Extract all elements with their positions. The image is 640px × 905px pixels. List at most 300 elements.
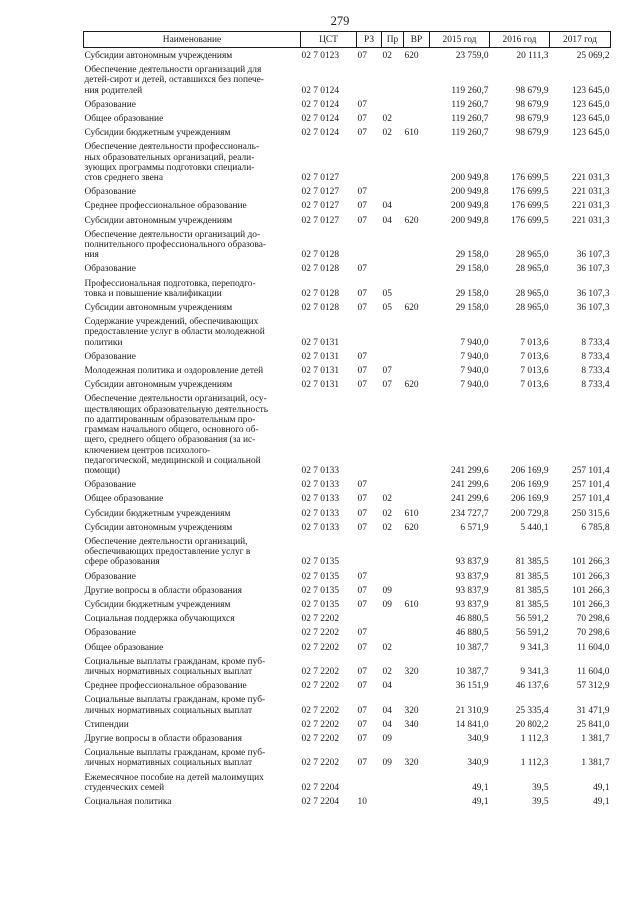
- cell-2016: 28 965,0: [515, 303, 549, 314]
- header-rz: РЗ: [357, 32, 382, 48]
- cell-name: Обеспечение деятельности профессиональ- ных образовательных организаций, реали- зующих программы подготовки специали- стов среднего звена: [84, 142, 260, 184]
- table-row: [84, 569, 611, 583]
- table-row: [84, 314, 611, 349]
- table-row: [84, 62, 611, 97]
- cell-cst: 02 7 0128: [301, 303, 339, 314]
- table-row: [84, 583, 611, 597]
- cell-rz: [357, 62, 382, 97]
- cell-cst: 02 7 0124: [301, 128, 339, 139]
- cell-2017: 101 266,3: [572, 585, 610, 596]
- cell-name: Социальные выплаты гражданам, кроме пуб- личных нормативных социальных выплат: [84, 748, 266, 769]
- table-row: [84, 300, 611, 314]
- cell-2016: 98 679,9: [515, 85, 549, 96]
- cell-2017: 221 031,3: [572, 201, 610, 212]
- cell-name: Образование: [84, 351, 136, 362]
- cell-pr: 09: [382, 599, 392, 610]
- table-row: [84, 97, 611, 111]
- cell-pr: 09: [382, 585, 392, 596]
- cell-pr: 09: [382, 733, 392, 744]
- cell-rz: 07: [357, 508, 367, 519]
- cell-2015: 241 299,6: [451, 465, 489, 476]
- cell-2015: 93 837,9: [455, 557, 489, 568]
- cell-2015: 36 151,9: [455, 681, 489, 692]
- cell-rz: 07: [357, 215, 367, 226]
- cell-rz: 07: [357, 705, 367, 716]
- cell-2016: 7 013,6: [520, 366, 549, 377]
- cell-name: Субсидии бюджетным учреждениям: [84, 508, 231, 519]
- cell-name: Ежемесячное пособие на детей малоимущих студенческих семей: [84, 772, 264, 793]
- cell-2015: 7 940,0: [460, 337, 489, 348]
- cell-cst: 02 7 0131: [301, 337, 339, 348]
- cell-2017: 123 645,0: [572, 85, 610, 96]
- cell-name: Субсидии автономным учреждениям: [84, 215, 233, 226]
- cell-rz: 07: [357, 571, 367, 582]
- cell-pr: 02: [382, 51, 392, 61]
- cell-2015: 340,9: [467, 758, 489, 769]
- cell-2017: 221 031,3: [572, 173, 610, 184]
- cell-cst: 02 7 0131: [301, 380, 339, 391]
- cell-pr: 02: [382, 666, 392, 677]
- cell-2016: 25 335,4: [515, 705, 549, 716]
- cell-2016: 56 591,2: [515, 628, 549, 639]
- cell-2017: 123 645,0: [572, 114, 610, 125]
- cell-2017: 36 107,3: [576, 250, 610, 261]
- cell-2016: 98 679,9: [515, 99, 549, 110]
- page-number: 279: [330, 14, 350, 28]
- cell-2016: 1 112,3: [520, 758, 549, 769]
- cell-rz: [357, 139, 382, 184]
- cell-2015: 200 949,8: [451, 201, 489, 212]
- cell-vr: [404, 363, 430, 377]
- cell-2016: 20 802,2: [515, 719, 549, 730]
- cell-cst: 02 7 0133: [301, 465, 339, 476]
- header-pr: Пр: [382, 32, 404, 48]
- cell-2015: 7 940,0: [460, 366, 489, 377]
- cell-vr: 620: [404, 380, 419, 391]
- cell-2017: 1 381,7: [581, 733, 610, 744]
- table-row: [84, 198, 611, 212]
- cell-2015: 200 949,8: [451, 187, 489, 198]
- cell-pr: 05: [382, 303, 392, 314]
- cell-2017: 257 101,4: [572, 480, 610, 491]
- cell-vr: 320: [404, 666, 419, 677]
- cell-rz: 07: [357, 303, 367, 314]
- cell-rz: 07: [357, 187, 367, 198]
- cell-name: Обеспечение деятельности организаций для детей-сирот и детей, оставшихся без попече- ния родителей: [84, 65, 264, 96]
- cell-pr: 04: [382, 215, 392, 226]
- cell-rz: 07: [357, 480, 367, 491]
- cell-pr: 07: [382, 380, 392, 391]
- table-row: [84, 491, 611, 505]
- cell-pr: [382, 261, 404, 275]
- cell-2017: 25 069,2: [576, 51, 610, 61]
- cell-2016: 1 112,3: [520, 733, 549, 744]
- cell-rz: 07: [357, 366, 367, 377]
- cell-rz: 07: [357, 599, 367, 610]
- cell-vr: [404, 314, 430, 349]
- table-row: [84, 506, 611, 520]
- cell-cst: 02 7 0135: [301, 599, 339, 610]
- cell-pr: [382, 227, 404, 262]
- cell-name: Образование: [84, 628, 136, 639]
- cell-rz: 07: [357, 351, 367, 362]
- cell-2017: 31 471,9: [576, 705, 610, 716]
- cell-2017: 250 315,6: [572, 508, 610, 519]
- table-row: [84, 139, 611, 184]
- table-row: [84, 184, 611, 198]
- cell-cst: 02 7 2202: [301, 642, 339, 653]
- cell-rz: [357, 314, 382, 349]
- cell-name: Субсидии автономным учреждениям: [84, 303, 233, 314]
- cell-name: Общее образование: [84, 494, 164, 505]
- cell-cst: 02 7 0133: [301, 494, 339, 505]
- cell-vr: 620: [404, 51, 419, 61]
- cell-cst: 02 7 2202: [301, 758, 339, 769]
- header-2017: 2017 год: [550, 32, 611, 48]
- cell-vr: 620: [404, 522, 419, 533]
- table-header-row: [84, 32, 611, 48]
- table-row: [84, 597, 611, 611]
- header-vr: ВР: [404, 32, 430, 48]
- cell-rz: [357, 611, 382, 625]
- cell-2017: 36 107,3: [576, 264, 610, 275]
- cell-name: Субсидии автономным учреждениям: [84, 380, 233, 391]
- cell-rz: 07: [357, 99, 367, 110]
- cell-cst: 02 7 0128: [301, 264, 339, 275]
- cell-2016: 98 679,9: [515, 114, 549, 125]
- cell-name: Образование: [84, 187, 136, 198]
- cell-pr: [382, 314, 404, 349]
- cell-cst: 02 7 0133: [301, 522, 339, 533]
- table-row: [84, 111, 611, 125]
- cell-cst: 02 7 0127: [301, 187, 339, 198]
- cell-vr: [404, 261, 430, 275]
- cell-pr: [382, 770, 404, 794]
- cell-name: Образование: [84, 264, 136, 275]
- cell-2017: 6 785,8: [581, 522, 610, 533]
- cell-2016: 98 679,9: [515, 128, 549, 139]
- cell-rz: 07: [357, 628, 367, 639]
- cell-name: Обеспечение деятельности организаций, осу- ществляющих образовательную деятельность по адаптированным образовательным про- граммам начального общего, основного об- щего, среднего общего образования (за ис- ключением центров психолого- педагогической, медицинской и социальной помощи): [84, 394, 268, 476]
- cell-pr: [382, 569, 404, 583]
- cell-vr: [404, 276, 430, 300]
- cell-2017: 8 733,4: [581, 337, 610, 348]
- cell-rz: 07: [357, 201, 367, 212]
- table-row: [84, 363, 611, 377]
- cell-2016: 9 341,3: [520, 666, 549, 677]
- cell-cst: 02 7 0127: [301, 173, 339, 184]
- cell-pr: [382, 611, 404, 625]
- cell-vr: [404, 625, 430, 639]
- cell-2016: 9 341,3: [520, 642, 549, 653]
- cell-2015: 10 387,7: [455, 666, 489, 677]
- cell-2015: 29 158,0: [455, 250, 489, 261]
- cell-rz: 07: [357, 494, 367, 505]
- cell-pr: 07: [382, 366, 392, 377]
- cell-2015: 29 158,0: [455, 264, 489, 275]
- cell-2015: 6 571,9: [460, 522, 489, 533]
- cell-2015: 93 837,9: [455, 599, 489, 610]
- cell-vr: [404, 62, 430, 97]
- cell-vr: [404, 731, 430, 745]
- cell-vr: [404, 97, 430, 111]
- cell-vr: [404, 391, 430, 477]
- cell-pr: 04: [382, 719, 392, 730]
- cell-rz: [357, 770, 382, 794]
- cell-rz: 07: [357, 666, 367, 677]
- cell-pr: [382, 97, 404, 111]
- cell-2015: 340,9: [467, 733, 489, 744]
- cell-2016: 39,5: [532, 782, 549, 793]
- cell-vr: 340: [404, 719, 419, 730]
- cell-2017: 123 645,0: [572, 99, 610, 110]
- cell-pr: [382, 184, 404, 198]
- cell-2017: 123 645,0: [572, 128, 610, 139]
- cell-name: Образование: [84, 99, 136, 110]
- cell-2017: 1 381,7: [581, 758, 610, 769]
- cell-2017: 11 604,0: [577, 666, 610, 677]
- cell-cst: 02 7 0127: [301, 201, 339, 212]
- cell-cst: 02 7 2202: [301, 628, 339, 639]
- cell-2017: 49,1: [593, 796, 610, 807]
- cell-2015: 241 299,6: [451, 480, 489, 491]
- cell-vr: [404, 349, 430, 363]
- cell-vr: 610: [404, 599, 419, 610]
- table-row: [84, 640, 611, 654]
- cell-2017: 49,1: [593, 782, 610, 793]
- cell-pr: [382, 794, 404, 808]
- cell-2017: 101 266,3: [572, 599, 610, 610]
- table-row: [84, 692, 611, 716]
- cell-vr: [404, 111, 430, 125]
- cell-2015: 23 759,0: [455, 51, 489, 61]
- table-row: [84, 125, 611, 139]
- cell-2015: 93 837,9: [455, 571, 489, 582]
- cell-cst: 02 7 0124: [301, 85, 339, 96]
- table-row: [84, 48, 611, 63]
- cell-rz: 10: [357, 796, 367, 807]
- cell-2015: 49,1: [472, 796, 489, 807]
- table-row: [84, 213, 611, 227]
- cell-2016: 5 440,1: [520, 522, 549, 533]
- cell-2016: 81 385,5: [515, 571, 549, 582]
- cell-name: Общее образование: [84, 114, 164, 125]
- table-row: [84, 678, 611, 692]
- cell-vr: [404, 794, 430, 808]
- cell-2015: 119 260,7: [451, 114, 489, 125]
- cell-cst: 02 7 2202: [301, 681, 339, 692]
- cell-2016: 7 013,6: [520, 380, 549, 391]
- cell-pr: [382, 477, 404, 491]
- cell-2016: 206 169,9: [511, 465, 549, 476]
- table-row: [84, 349, 611, 363]
- cell-2016: 28 965,0: [515, 288, 549, 299]
- cell-vr: 320: [404, 758, 419, 769]
- cell-cst: 02 7 0131: [301, 366, 339, 377]
- cell-2016: 81 385,5: [515, 585, 549, 596]
- cell-vr: [404, 569, 430, 583]
- cell-vr: [404, 227, 430, 262]
- budget-table: [83, 31, 611, 808]
- header-2016: 2016 год: [490, 32, 550, 48]
- cell-name: Социальные выплаты гражданам, кроме пуб- личных нормативных социальных выплат: [84, 695, 266, 716]
- table-row: [84, 391, 611, 477]
- cell-rz: 07: [357, 681, 367, 692]
- cell-2015: 241 299,6: [451, 494, 489, 505]
- cell-vr: 620: [404, 303, 419, 314]
- cell-2015: 119 260,7: [451, 128, 489, 139]
- cell-cst: 02 7 2202: [301, 614, 339, 625]
- cell-2016: 176 699,5: [511, 201, 549, 212]
- cell-cst: 02 7 2202: [301, 733, 339, 744]
- cell-2017: 101 266,3: [572, 571, 610, 582]
- cell-cst: 02 7 0135: [301, 571, 339, 582]
- cell-2017: 8 733,4: [581, 351, 610, 362]
- cell-2015: 93 837,9: [455, 585, 489, 596]
- table-row: [84, 261, 611, 275]
- table-body: [84, 48, 611, 809]
- cell-rz: 07: [357, 585, 367, 596]
- cell-rz: 07: [357, 288, 367, 299]
- table-row: [84, 654, 611, 678]
- cell-pr: [382, 349, 404, 363]
- cell-cst: 02 7 2204: [301, 782, 339, 793]
- cell-rz: 07: [357, 733, 367, 744]
- cell-pr: 02: [382, 128, 392, 139]
- cell-name: Субсидии автономным учреждениям: [84, 522, 233, 533]
- cell-2017: 36 107,3: [576, 288, 610, 299]
- cell-rz: 07: [357, 128, 367, 139]
- cell-2016: 46 137,6: [515, 681, 549, 692]
- cell-2015: 200 949,8: [451, 215, 489, 226]
- cell-cst: 02 7 0124: [301, 99, 339, 110]
- cell-cst: 02 7 0131: [301, 351, 339, 362]
- table-row: [84, 377, 611, 391]
- cell-2017: 257 101,4: [572, 494, 610, 505]
- cell-pr: 04: [382, 201, 392, 212]
- cell-2015: 21 310,9: [455, 705, 489, 716]
- cell-name: Профессиональная подготовка, переподго- товка и повышение квалификации: [84, 278, 256, 299]
- cell-vr: 620: [404, 215, 419, 226]
- cell-name: Среднее профессиональное образование: [84, 201, 247, 212]
- header-name: Наименование: [84, 32, 301, 48]
- cell-pr: 02: [382, 508, 392, 519]
- table-row: [84, 625, 611, 639]
- cell-vr: 610: [404, 508, 419, 519]
- cell-vr: 610: [404, 128, 419, 139]
- cell-2016: 176 699,5: [511, 187, 549, 198]
- cell-2016: 56 591,2: [515, 614, 549, 625]
- cell-cst: 02 7 0127: [301, 215, 339, 226]
- cell-name: Образование: [84, 571, 136, 582]
- cell-rz: [357, 391, 382, 477]
- cell-name: Стипендии: [84, 719, 129, 730]
- cell-vr: [404, 534, 430, 569]
- cell-cst: 02 7 0135: [301, 585, 339, 596]
- cell-cst: 02 7 0135: [301, 557, 339, 568]
- cell-2015: 14 841,0: [455, 719, 489, 730]
- cell-2016: 7 013,6: [520, 337, 549, 348]
- cell-pr: 02: [382, 642, 392, 653]
- cell-2017: 36 107,3: [576, 303, 610, 314]
- cell-rz: 07: [357, 380, 367, 391]
- header-cst: ЦСТ: [301, 32, 357, 48]
- cell-2015: 29 158,0: [455, 288, 489, 299]
- cell-2015: 49,1: [472, 782, 489, 793]
- cell-name: Социальная политика: [84, 796, 172, 807]
- table-row: [84, 276, 611, 300]
- table-row: [84, 227, 611, 262]
- cell-pr: 02: [382, 114, 392, 125]
- cell-2016: 176 699,5: [511, 173, 549, 184]
- header-2015: 2015 год: [430, 32, 490, 48]
- cell-2016: 20 111,3: [516, 51, 549, 61]
- cell-rz: 07: [357, 758, 367, 769]
- cell-name: Субсидии бюджетным учреждениям: [84, 128, 231, 139]
- cell-vr: [404, 640, 430, 654]
- cell-vr: [404, 583, 430, 597]
- cell-name: Общее образование: [84, 642, 164, 653]
- cell-2016: 200 729,8: [511, 508, 549, 519]
- cell-cst: 02 7 0128: [301, 250, 339, 261]
- cell-vr: [404, 184, 430, 198]
- cell-pr: [382, 534, 404, 569]
- cell-vr: [404, 770, 430, 794]
- cell-name: Субсидии автономным учреждениям: [84, 51, 233, 61]
- table-row: [84, 477, 611, 491]
- cell-cst: 02 7 2204: [301, 796, 339, 807]
- cell-2017: 257 101,4: [572, 465, 610, 476]
- cell-2016: 81 385,5: [515, 599, 549, 610]
- cell-name: Образование: [84, 480, 136, 491]
- cell-cst: 02 7 2202: [301, 666, 339, 677]
- cell-vr: [404, 611, 430, 625]
- cell-2016: 206 169,9: [511, 480, 549, 491]
- cell-name: Социальные выплаты гражданам, кроме пуб- личных нормативных социальных выплат: [84, 656, 266, 677]
- cell-2017: 8 733,4: [581, 380, 610, 391]
- cell-2017: 221 031,3: [572, 215, 610, 226]
- cell-rz: 07: [357, 51, 367, 61]
- cell-vr: [404, 678, 430, 692]
- cell-rz: 07: [357, 264, 367, 275]
- cell-pr: [382, 62, 404, 97]
- cell-cst: 02 7 0123: [301, 51, 339, 61]
- cell-2016: 81 385,5: [515, 557, 549, 568]
- cell-name: Социальная поддержка обучающихся: [84, 614, 235, 625]
- cell-rz: 07: [357, 719, 367, 730]
- cell-2017: 70 298,6: [576, 614, 610, 625]
- cell-cst: 02 7 2202: [301, 705, 339, 716]
- cell-2017: 8 733,4: [581, 366, 610, 377]
- cell-2015: 200 949,8: [451, 173, 489, 184]
- cell-2017: 101 266,3: [572, 557, 610, 568]
- cell-rz: [357, 534, 382, 569]
- cell-pr: [382, 625, 404, 639]
- cell-2016: 176 699,5: [511, 215, 549, 226]
- cell-cst: 02 7 0128: [301, 288, 339, 299]
- cell-2015: 46 880,5: [455, 628, 489, 639]
- cell-2015: 7 940,0: [460, 351, 489, 362]
- cell-name: Другие вопросы в области образования: [84, 585, 242, 596]
- cell-2017: 25 841,0: [576, 719, 610, 730]
- cell-2016: 28 965,0: [515, 264, 549, 275]
- cell-2017: 70 298,6: [576, 628, 610, 639]
- cell-2015: 119 260,7: [451, 85, 489, 96]
- table-row: [84, 794, 611, 808]
- cell-pr: 09: [382, 758, 392, 769]
- cell-cst: 02 7 0133: [301, 480, 339, 491]
- table-row: [84, 717, 611, 731]
